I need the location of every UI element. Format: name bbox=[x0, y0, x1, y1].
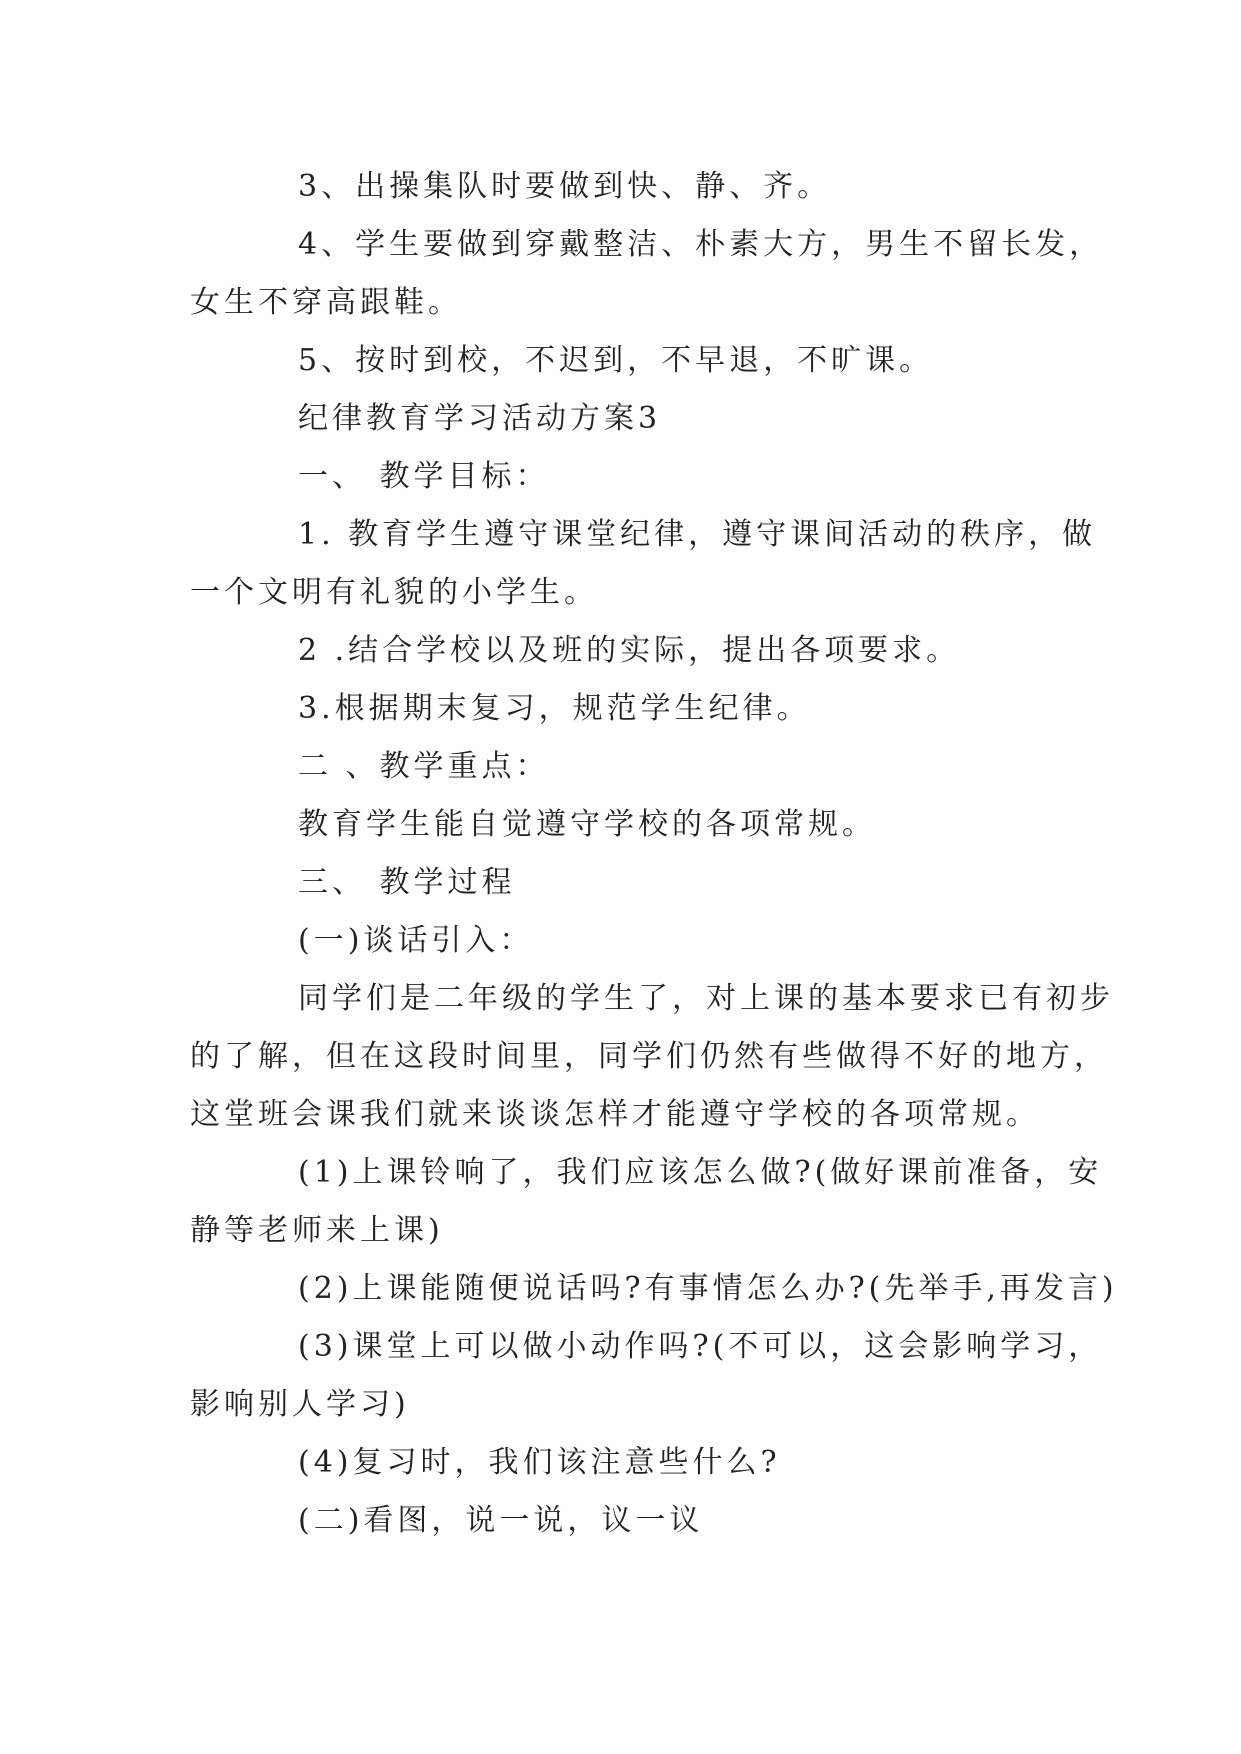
text-line: 这堂班会课我们就来谈谈怎样才能遵守学校的各项常规。 bbox=[190, 1097, 1040, 1132]
text-line: 影响别人学习) bbox=[190, 1387, 410, 1422]
text-line: 一个文明有礼貌的小学生。 bbox=[190, 575, 598, 610]
text-line: 同学们是二年级的学生了，对上课的基本要求已有初步 bbox=[298, 981, 1114, 1016]
text-line: (一)谈话引入： bbox=[298, 923, 534, 958]
paragraph bbox=[190, 680, 1050, 738]
text-line: (4)复习时，我们该注意些什么? bbox=[298, 1445, 781, 1480]
paragraph bbox=[190, 1260, 1118, 1318]
paragraph bbox=[190, 796, 1050, 854]
text-line: 女生不穿高跟鞋。 bbox=[190, 285, 462, 320]
text-line: 纪律教育学习活动方案3 bbox=[298, 401, 662, 436]
text-line: 一、 教学目标： bbox=[298, 459, 550, 494]
text-line: 静等老师来上课) bbox=[190, 1213, 444, 1248]
paragraph bbox=[190, 970, 1114, 1144]
paragraph bbox=[190, 158, 1050, 216]
paragraph bbox=[190, 854, 1050, 912]
paragraph bbox=[190, 738, 1050, 796]
text-line: 4、学生要做到穿戴整洁、朴素大方，男生不留长发， bbox=[298, 227, 1104, 262]
paragraph bbox=[190, 1492, 1050, 1550]
paragraph bbox=[190, 332, 1050, 390]
paragraph bbox=[190, 1434, 1050, 1492]
text-line: 2 .结合学校以及班的实际，提出各项要求。 bbox=[298, 633, 961, 668]
text-line: (二)看图，说一说，议一议 bbox=[298, 1503, 704, 1538]
paragraph bbox=[190, 448, 1050, 506]
paragraph bbox=[190, 622, 1050, 680]
text-line: (2)上课能随便说话吗?有事情怎么办?(先举手,再发言) bbox=[298, 1271, 1118, 1306]
paragraph bbox=[190, 216, 1104, 332]
paragraph bbox=[190, 506, 1097, 622]
text-line: 二 、教学重点： bbox=[298, 749, 550, 784]
text-line: 5、按时到校，不迟到，不早退，不旷课。 bbox=[298, 343, 934, 378]
document-body bbox=[190, 158, 1118, 1550]
text-line: 1. 教育学生遵守课堂纪律，遵守课间活动的秩序，做 bbox=[298, 517, 1097, 552]
text-line: (1)上课铃响了，我们应该怎么做?(做好课前准备，安 bbox=[298, 1155, 1103, 1190]
paragraph bbox=[190, 1318, 1103, 1434]
paragraph bbox=[190, 912, 1050, 970]
text-line: 3、出操集队时要做到快、静、齐。 bbox=[298, 169, 832, 204]
text-line: 教育学生能自觉遵守学校的各项常规。 bbox=[298, 807, 876, 842]
text-line: (3)课堂上可以做小动作吗?(不可以，这会影响学习， bbox=[298, 1329, 1103, 1364]
text-line: 三、 教学过程 bbox=[298, 865, 516, 900]
text-line: 3.根据期末复习，规范学生纪律。 bbox=[298, 691, 811, 726]
paragraph bbox=[190, 390, 1050, 448]
paragraph bbox=[190, 1144, 1103, 1260]
text-line: 的了解，但在这段时间里，同学们仍然有些做得不好的地方， bbox=[190, 1039, 1108, 1074]
